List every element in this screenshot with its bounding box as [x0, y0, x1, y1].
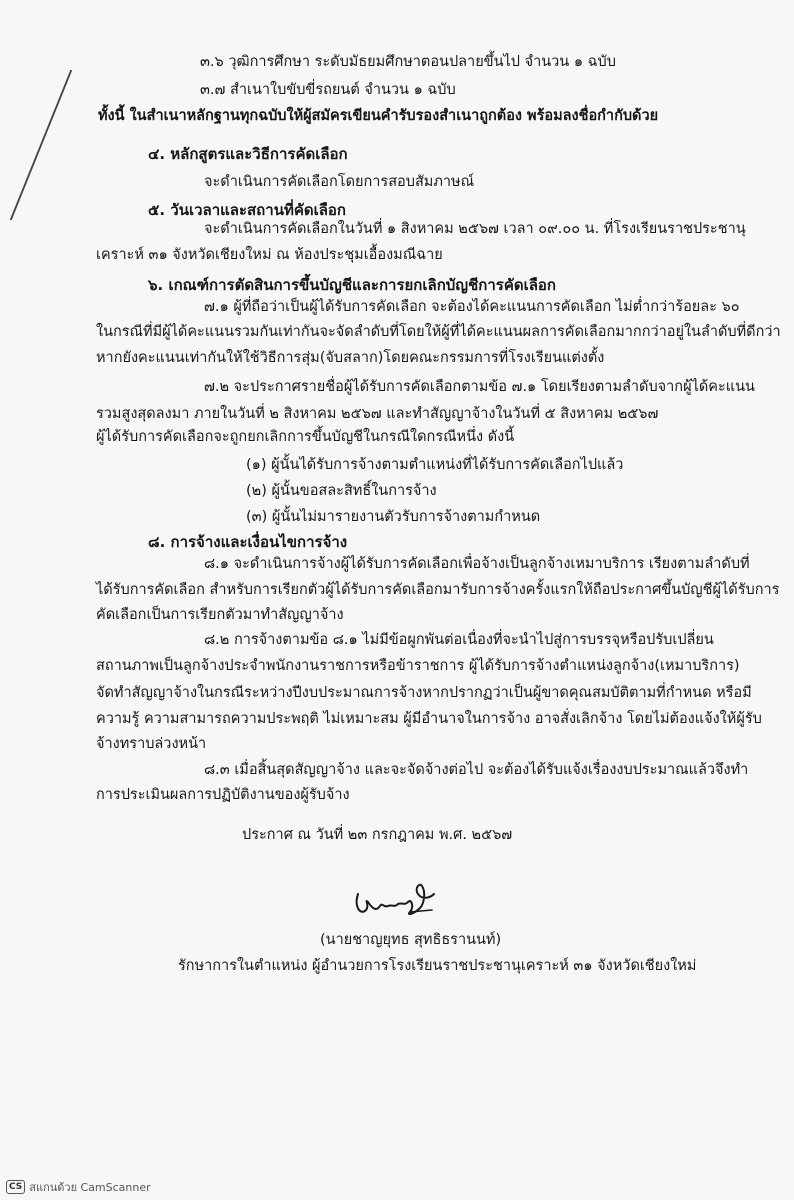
section8-p3-line2: การประเมินผลการปฏิบัติงานของผู้รับจ้าง	[96, 787, 350, 803]
section6-p1-line3: หากยังคะแนนเท่ากันให้ใช้วิธีการสุ่ม(จับสลาก)โดยคณะกรรมการที่โรงเรียนแต่งตั้ง	[96, 350, 605, 366]
section8-p3-line1: ๘.๓ เมื่อสิ้นสุดสัญญาจ้าง และจะจัดจ้างต่อไป จะต้องได้รับแจ้งเรื่องงบประมาณแล้วจึงทำ	[204, 762, 749, 778]
doc-item-3-6: ๓.๖ วุฒิการศึกษา ระดับมัธยมศึกษาตอนปลายขึ้นไป จำนวน ๑ ฉบับ	[200, 54, 616, 70]
page-fold-shadow	[0, 70, 72, 220]
section8-p1-line2: ได้รับการคัดเลือก สำหรับการเรียกตัวผู้ได้รับการคัดเลือกมารับการจ้างครั้งแรกให้ถือประกาศขึ้นบัญชีผู้ได้รับการ	[96, 582, 780, 598]
section6-heading: ๖. เกณฑ์การตัดสินการขึ้นบัญชีและการยกเลิกบัญชีการคัดเลือก	[148, 276, 557, 294]
doc-item-3-7: ๓.๗ สำเนาใบขับขี่รถยนต์ จำนวน ๑ ฉบับ	[200, 82, 456, 98]
camscanner-icon: CS	[6, 1180, 25, 1194]
section6-p2-line3: ผู้ได้รับการคัดเลือกจะถูกยกเลิกการขึ้นบัญชีในกรณีใดกรณีหนึ่ง ดังนี้	[96, 429, 515, 445]
section6-p2-line1: ๗.๒ จะประกาศรายชื่อผู้ได้รับการคัดเลือกตามข้อ ๗.๑ โดยเรียงตามลำดับจากผู้ได้คะแนน	[204, 379, 755, 395]
section8-p1-line3: คัดเลือกเป็นการเรียกตัวมาทำสัญญาจ้าง	[96, 607, 344, 623]
section8-p2-line4: ความรู้ ความสามารถความประพฤติ ไม่เหมาะสม ผู้มีอำนาจในการจ้าง อาจสั่งเลิกจ้าง โดยไม่ต้องแจ้งให้ผู้รับ	[96, 711, 762, 727]
section6-p1-line1: ๗.๑ ผู้ที่ถือว่าเป็นผู้ได้รับการคัดเลือก จะต้องได้คะแนนการคัดเลือก ไม่ต่ำกว่าร้อยละ ๖๐	[204, 299, 740, 315]
section6-case-2: (๒) ผู้นั้นขอสละสิทธิ์ในการจ้าง	[246, 483, 437, 499]
section8-p2-line2: สถานภาพเป็นลูกจ้างประจำพนักงานราชการหรือข้าราชการ ผู้ได้รับการจ้างตำแหน่งลูกจ้าง(เหมาบริการ)	[96, 658, 740, 674]
section6-p1-line2: ในกรณีที่มีผู้ได้คะแนนรวมกันเท่ากันจะจัดลำดับที่โดยให้ผู้ที่ได้คะแนนผลการคัดเลือกมากกว่าอยู่ในลำดับที่ดีกว่า	[96, 324, 781, 340]
section8-p2-line1: ๘.๒ การจ้างตามข้อ ๘.๑ ไม่มีข้อผูกพันต่อเนื่องที่จะนำไปสู่การบรรจุหรือปรับเปลี่ยน	[204, 632, 714, 648]
section5-heading: ๕. วันเวลาและสถานที่คัดเลือก	[148, 201, 347, 219]
section6-case-3: (๓) ผู้นั้นไม่มารายงานตัวรับการจ้างตามกำหนด	[246, 509, 541, 525]
section6-case-1: (๑) ผู้นั้นได้รับการจ้างตามตำแหน่งที่ได้รับการคัดเลือกไปแล้ว	[246, 457, 624, 473]
section5-line2: เคราะห์ ๓๑ จังหวัดเชียงใหม่ ณ ห้องประชุมเอื้องมณีฉาย	[96, 247, 443, 263]
signatory-name: (นายชาญยุทธ สุทธิธรานนท์)	[320, 932, 502, 948]
section8-p2-line5: จ้างทราบล่วงหน้า	[96, 736, 207, 752]
signature-image	[350, 872, 436, 922]
announce-date: ประกาศ ณ วันที่ ๒๓ กรกฎาคม พ.ศ. ๒๕๖๗	[242, 827, 513, 843]
doc-note: ทั้งนี้ ในสำเนาหลักฐานทุกฉบับให้ผู้สมัครเขียนคำรับรองสำเนาถูกต้อง พร้อมลงชื่อกำกับด้วย	[98, 108, 659, 124]
signatory-position: รักษาการในตำแหน่ง ผู้อำนวยการโรงเรียนราชประชานุเคราะห์ ๓๑ จังหวัดเชียงใหม่	[178, 958, 697, 974]
section5-line1: จะดำเนินการคัดเลือกในวันที่ ๑ สิงหาคม ๒๕๖๗ เวลา ๐๙.๐๐ น. ที่โรงเรียนราชประชานุ	[204, 221, 746, 237]
section8-p1-line1: ๘.๑ จะดำเนินการจ้างผู้ได้รับการคัดเลือกเพื่อจ้างเป็นลูกจ้างเหมาบริการ เรียงตามลำดับที่	[204, 556, 750, 572]
scanner-footer	[6, 1178, 151, 1196]
section8-heading: ๘. การจ้างและเงื่อนไขการจ้าง	[148, 533, 348, 551]
scanner-footer-text: สแกนด้วย CamScanner	[29, 1181, 151, 1194]
section6-p2-line2: รวมสูงสุดลงมา ภายในวันที่ ๒ สิงหาคม ๒๕๖๗ และทำสัญญาจ้างในวันที่ ๕ สิงหาคม ๒๕๖๗	[96, 406, 659, 422]
section4-heading: ๔. หลักสูตรและวิธีการคัดเลือก	[148, 145, 348, 163]
section4-body: จะดำเนินการคัดเลือกโดยการสอบสัมภาษณ์	[204, 174, 475, 190]
section8-p2-line3: จัดทำสัญญาจ้างในกรณีระหว่างปีงบประมาณการจ้างหากปรากฏว่าเป็นผู้ขาดคุณสมบัติตามที่กำหนด หรือมี	[96, 685, 752, 701]
